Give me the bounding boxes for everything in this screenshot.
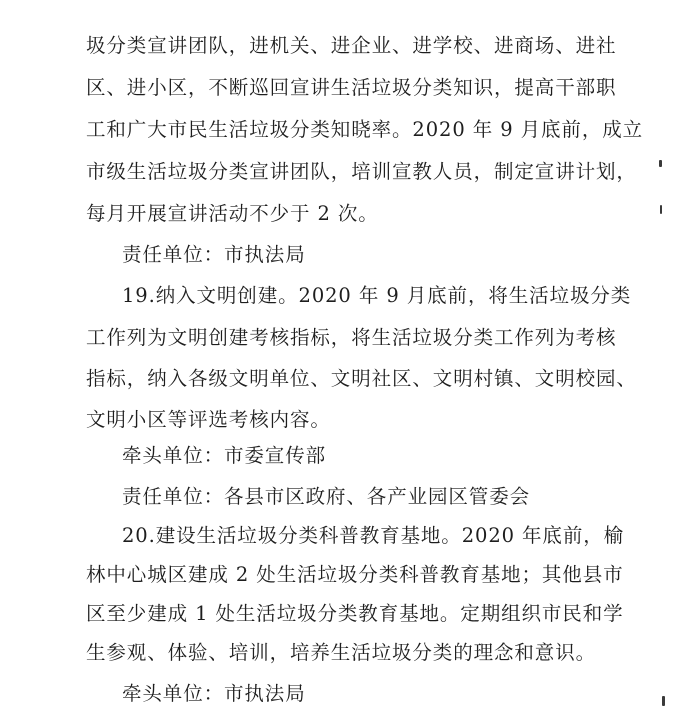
text-line: 市级生活垃圾分类宣讲团队，培训宣教人员，制定宣讲计划，: [86, 160, 637, 183]
text-line: 区、进小区，不断巡回宣讲生活垃圾分类知识，提高干部职: [86, 76, 617, 99]
text-line: 工和广大市民生活垃圾分类知晓率。2020 年 9 月底前，成立: [86, 118, 644, 141]
responsible-unit-line: 责任单位：各县市区政府、各产业园区管委会: [122, 485, 531, 508]
text-line: 工作列为文明创建考核指标，将生活垃圾分类工作列为考核: [86, 326, 617, 349]
text-line: 文明小区等评选考核内容。: [86, 408, 331, 431]
text-line: 每月开展宣讲活动不少于 2 次。: [86, 202, 379, 225]
responsible-unit-line: 责任单位：市执法局: [122, 243, 306, 266]
section-heading-19: 19.纳入文明创建。2020 年 9 月底前，将生活垃圾分类: [122, 284, 632, 307]
scan-artifact-mark: [659, 160, 662, 167]
text-line: 生参观、体验、培训，培养生活垃圾分类的理念和意识。: [86, 641, 597, 664]
lead-unit-line: 牵头单位：市执法局: [122, 682, 306, 705]
text-line: 区至少建成 1 处生活垃圾分类教育基地。定期组织市民和学: [86, 602, 624, 625]
text-line: 圾分类宣讲团队，进机关、进企业、进学校、进商场、进社: [86, 34, 617, 57]
scan-artifact-mark: [662, 696, 665, 706]
scan-artifact-mark: [660, 205, 662, 214]
section-heading-20: 20.建设生活垃圾分类科普教育基地。2020 年底前，榆: [122, 524, 625, 547]
text-line: 林中心城区建成 2 处生活垃圾分类科普教育基地；其他县市: [86, 563, 624, 586]
text-line: 指标，纳入各级文明单位、文明社区、文明村镇、文明校园、: [86, 367, 637, 390]
lead-unit-line: 牵头单位：市委宣传部: [122, 444, 327, 467]
